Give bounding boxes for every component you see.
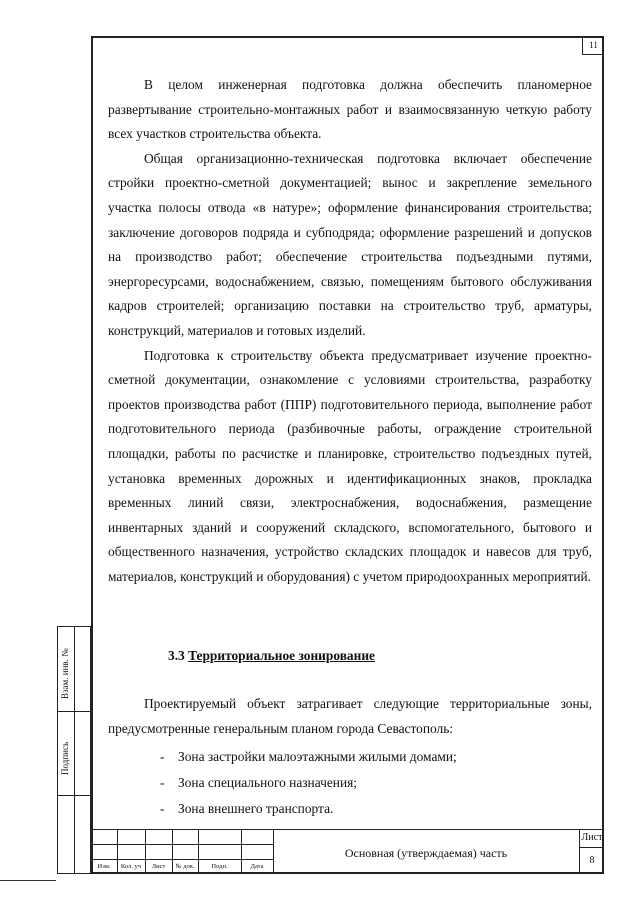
side-stamp-divider (74, 627, 75, 873)
signature-label: Подпись (60, 741, 70, 775)
inv-number-label: Взам. инв. № (60, 648, 70, 699)
document-title: Основная (утверждаемая) часть (344, 846, 508, 860)
col-label-date: Дата (250, 863, 264, 870)
corner-page-number: 11 (582, 37, 604, 55)
title-block-line (273, 829, 274, 874)
sheet-number: 8 (589, 855, 595, 866)
body-text-bottom (108, 692, 592, 741)
side-stamp (57, 626, 91, 874)
list-marker: - (160, 749, 165, 764)
scan-edge-line (0, 880, 56, 881)
title-block-line (91, 844, 273, 845)
list-marker: - (160, 801, 165, 816)
list-item (160, 796, 457, 822)
title-block-line (91, 859, 273, 860)
side-stamp-divider (58, 711, 90, 712)
col-label-list: Лист (151, 863, 166, 870)
col-label-kol-uch: Кол. уч (120, 863, 142, 870)
zone-text: Зона внешнего транспорта. (178, 801, 334, 816)
col-label-izm: Изм. (97, 863, 111, 870)
title-block (91, 829, 604, 874)
section-title: Территориальное зонирование (188, 648, 375, 663)
list-item (160, 770, 457, 796)
zones-list (160, 744, 457, 822)
paragraph-4: Проектируемый объект затрагивает следующие территориальные зоны, предусмотренные генеральным планом города Севастополь: (108, 696, 592, 736)
side-stamp-divider (58, 795, 90, 796)
col-label-signature: Подп. (211, 863, 228, 870)
zone-text: Зона специального назначения; (178, 775, 358, 790)
sheet-cell (579, 829, 604, 874)
section-heading (168, 646, 375, 666)
paragraph-2: Общая организационно-техническая подготовка включает обеспечение стройки проектно-сметной документацией; вынос и закрепление земельного участка полосы отвода «в натуре»; оформление финансирования строительства; заключение договоров подряда и субподряда; оформление разрешений и допусков на производство работ; обеспечение строительства подъездными путями, энергоресурсами, водоснабжением, связью, помещениям бытового обслуживания кадров строителей; организацию поставки на строительство труб, арматуры, конструкций, материалов и готовых изделий. (108, 150, 592, 338)
col-label-doc-number: № док. (175, 863, 195, 870)
list-marker: - (160, 775, 165, 790)
paragraph-1: В целом инженерная подготовка должна обеспечить планомерное развертывание строительно-монтажных работ и взаимосвязанную четкую работу всех участков строительства объекта. (108, 77, 592, 142)
body-text-top (108, 73, 592, 589)
section-number: 3.3 (168, 648, 185, 663)
zone-text: Зона застройки малоэтажными жилыми домами; (178, 749, 457, 764)
sheet-label: Лист (580, 829, 604, 848)
list-item (160, 744, 457, 770)
paragraph-3: Подготовка к строительству объекта предусматривает изучение проектно-сметной документации, ознакомление с условиями строительства, разработку проектов производства работ (ППР) подготовительного периода, выполнение работ подготовительного периода (разбивочные работы, ограждение строительной площадки, работы по расчистке и планировке, строительство подъездных путей, установка временных дорожных и идентификационных знаков, прокладка временных линий связи, электроснабжения, водоснабжения, размещение инвентарных зданий и сооружений складского, вспомогательного, бытового и общественного назначения, устройство складских площадок и навесов для труб, материалов, конструкций и оборудования) с учетом природоохранных мероприятий. (108, 347, 592, 584)
